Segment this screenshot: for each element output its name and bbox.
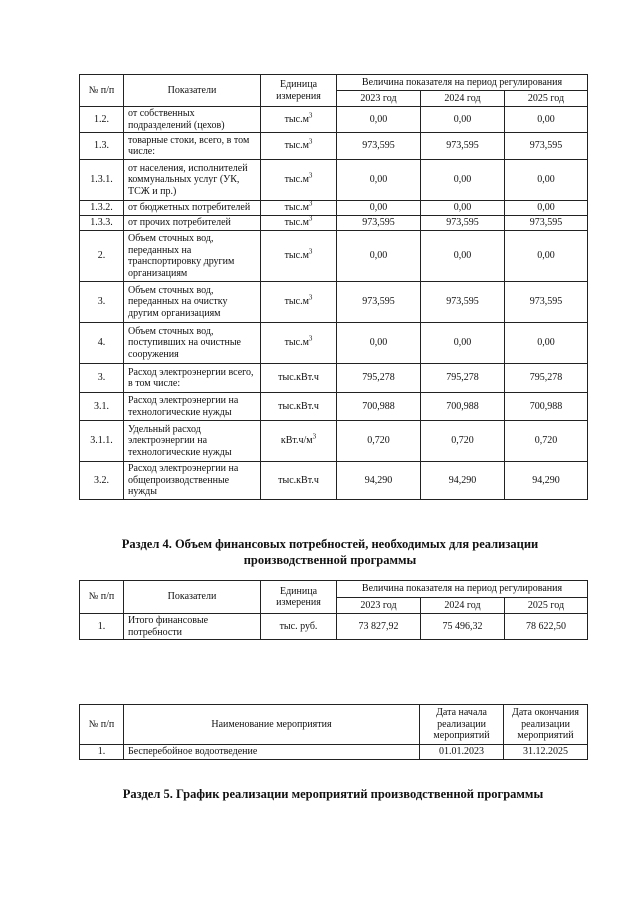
row-name: Объем сточных вод, переданных на транспортировку другим организациям xyxy=(124,231,261,282)
unit-superscript: 3 xyxy=(308,334,313,343)
row-name: от населения, исполнителей коммунальных услуг (УК, ТСЖ и пр.) xyxy=(124,160,261,201)
row-value: 0,00 xyxy=(421,107,505,133)
table-row xyxy=(80,201,588,216)
indicators-table xyxy=(79,74,588,500)
row-num: 2. xyxy=(80,231,124,282)
row-value: 94,290 xyxy=(337,462,421,500)
row-value: 973,595 xyxy=(337,133,421,160)
row-name: товарные стоки, всего, в том числе: xyxy=(124,133,261,160)
row-value: 0,00 xyxy=(337,107,421,133)
row-unit xyxy=(261,364,337,393)
row-name: Расход электроэнергии всего, в том числе: xyxy=(124,364,261,393)
row-num: 4. xyxy=(80,323,124,364)
unit-text: тыс.м xyxy=(284,140,309,152)
unit-text: тыс.м xyxy=(284,113,309,125)
col-header-start-date: Дата начала реализации мероприятий xyxy=(420,705,504,745)
row-end-date: 31.12.2025 xyxy=(504,745,588,760)
row-value: 973,595 xyxy=(421,282,505,323)
row-num: 1. xyxy=(80,745,124,760)
row-value: 0,00 xyxy=(421,231,505,282)
row-num: 1.3. xyxy=(80,133,124,160)
col-header-year: 2024 год xyxy=(421,91,505,107)
row-unit xyxy=(261,133,337,160)
unit-text: тыс.кВт.ч xyxy=(278,400,319,412)
col-header-num: № п/п xyxy=(80,705,124,745)
row-value: 973,595 xyxy=(337,216,421,231)
row-num: 3. xyxy=(80,282,124,323)
row-value: 700,988 xyxy=(505,393,588,421)
row-unit xyxy=(261,462,337,500)
row-unit xyxy=(261,393,337,421)
row-value: 700,988 xyxy=(337,393,421,421)
row-value: 0,00 xyxy=(505,231,588,282)
row-value: 0,00 xyxy=(337,201,421,216)
unit-superscript: 3 xyxy=(308,111,313,120)
col-header-year: 2024 год xyxy=(421,598,505,614)
unit-text: тыс.кВт.ч xyxy=(278,474,319,486)
table-row xyxy=(80,393,588,421)
col-header-year: 2025 год xyxy=(505,91,588,107)
col-header-year: 2023 год xyxy=(337,91,421,107)
unit-text: тыс.м xyxy=(284,250,309,262)
row-value: 73 827,92 xyxy=(337,614,421,640)
unit-superscript: 3 xyxy=(312,432,317,441)
col-header-activity: Наименование мероприятия xyxy=(124,705,420,745)
row-unit: тыс. руб. xyxy=(261,614,337,640)
row-value: 973,595 xyxy=(505,216,588,231)
row-value: 795,278 xyxy=(337,364,421,393)
col-header-indicator: Показатели xyxy=(124,581,261,614)
row-num: 1. xyxy=(80,614,124,640)
row-value: 94,290 xyxy=(421,462,505,500)
row-name: от бюджетных потребителей xyxy=(124,201,261,216)
row-unit xyxy=(261,323,337,364)
row-value: 0,00 xyxy=(337,231,421,282)
table-row xyxy=(80,231,588,282)
col-header-unit: Единица измерения xyxy=(261,581,337,614)
row-value: 0,720 xyxy=(505,421,588,462)
row-value: 795,278 xyxy=(505,364,588,393)
row-value: 973,595 xyxy=(505,133,588,160)
col-header-end-date: Дата окончания реализации мероприятий xyxy=(504,705,588,745)
row-value: 795,278 xyxy=(421,364,505,393)
col-header-indicator: Показатели xyxy=(124,75,261,107)
unit-text: тыс.м xyxy=(284,337,309,349)
unit-superscript: 3 xyxy=(308,171,313,180)
unit-superscript: 3 xyxy=(308,293,313,302)
schedule-table xyxy=(79,704,588,760)
row-unit xyxy=(261,160,337,201)
row-num: 1.2. xyxy=(80,107,124,133)
row-value: 0,00 xyxy=(337,323,421,364)
unit-superscript: 3 xyxy=(308,247,313,256)
row-value: 0,720 xyxy=(337,421,421,462)
table-row xyxy=(80,364,588,393)
row-value: 0,720 xyxy=(421,421,505,462)
table-row xyxy=(80,216,588,231)
row-value: 0,00 xyxy=(505,160,588,201)
unit-text: кВт.ч/м xyxy=(280,435,313,447)
col-header-year: 2025 год xyxy=(505,598,588,614)
row-value: 0,00 xyxy=(421,160,505,201)
table-row xyxy=(80,282,588,323)
row-value: 973,595 xyxy=(421,133,505,160)
unit-text: тыс.м xyxy=(284,217,309,229)
section4-title: Раздел 4. Объем финансовых потребностей, необходимых для реализации производственной программы xyxy=(121,537,539,567)
row-unit xyxy=(261,216,337,231)
row-name: Объем сточных вод, поступивших на очистные сооружения xyxy=(124,323,261,364)
unit-text: тыс.м xyxy=(284,202,309,214)
row-name: Объем сточных вод, переданных на очистку другим организациям xyxy=(124,282,261,323)
table-row xyxy=(80,614,588,640)
col-header-year: 2023 год xyxy=(337,598,421,614)
row-name: Расход электроэнергии на технологические нужды xyxy=(124,393,261,421)
row-num: 1.3.2. xyxy=(80,201,124,216)
table-row xyxy=(80,323,588,364)
row-num: 3. xyxy=(80,364,124,393)
row-value: 973,595 xyxy=(421,216,505,231)
row-name: от прочих потребителей xyxy=(124,216,261,231)
col-header-num: № п/п xyxy=(80,581,124,614)
row-value: 973,595 xyxy=(505,282,588,323)
row-unit xyxy=(261,231,337,282)
financial-needs-table xyxy=(79,580,588,640)
row-value: 0,00 xyxy=(421,323,505,364)
row-name: Бесперебойное водоотведение xyxy=(124,745,420,760)
col-header-period: Величина показателя на период регулирования xyxy=(337,75,588,91)
table-row xyxy=(80,745,588,760)
table-row xyxy=(80,107,588,133)
row-num: 3.1. xyxy=(80,393,124,421)
row-value: 78 622,50 xyxy=(505,614,588,640)
row-value: 0,00 xyxy=(421,201,505,216)
row-num: 1.3.3. xyxy=(80,216,124,231)
row-num: 3.2. xyxy=(80,462,124,500)
section5-title: Раздел 5. График реализации мероприятий производственной программы xyxy=(122,787,544,801)
col-header-unit: Единица измерения xyxy=(261,75,337,107)
col-header-num: № п/п xyxy=(80,75,124,107)
row-value: 700,988 xyxy=(421,393,505,421)
unit-text: тыс.м xyxy=(284,296,309,308)
unit-superscript: 3 xyxy=(308,214,313,223)
row-name: Удельный расход электроэнергии на технологические нужды xyxy=(124,421,261,462)
unit-superscript: 3 xyxy=(308,199,313,208)
col-header-period: Величина показателя на период регулирования xyxy=(337,581,588,598)
row-name: Итого финансовые потребности xyxy=(124,614,261,640)
row-value: 0,00 xyxy=(337,160,421,201)
row-name: от собственных подразделений (цехов) xyxy=(124,107,261,133)
row-value: 75 496,32 xyxy=(421,614,505,640)
row-unit xyxy=(261,201,337,216)
row-value: 0,00 xyxy=(505,323,588,364)
row-unit xyxy=(261,421,337,462)
table-row xyxy=(80,421,588,462)
unit-text: тыс.кВт.ч xyxy=(278,372,319,384)
row-num: 1.3.1. xyxy=(80,160,124,201)
row-value: 0,00 xyxy=(505,201,588,216)
table-row xyxy=(80,133,588,160)
row-value: 973,595 xyxy=(337,282,421,323)
table-row xyxy=(80,462,588,500)
row-value: 0,00 xyxy=(505,107,588,133)
row-num: 3.1.1. xyxy=(80,421,124,462)
row-value: 94,290 xyxy=(505,462,588,500)
row-start-date: 01.01.2023 xyxy=(420,745,504,760)
table-row xyxy=(80,160,588,201)
unit-superscript: 3 xyxy=(308,137,313,146)
row-unit xyxy=(261,282,337,323)
unit-text: тыс.м xyxy=(284,174,309,186)
row-name: Расход электроэнергии на общепроизводственные нужды xyxy=(124,462,261,500)
row-unit xyxy=(261,107,337,133)
